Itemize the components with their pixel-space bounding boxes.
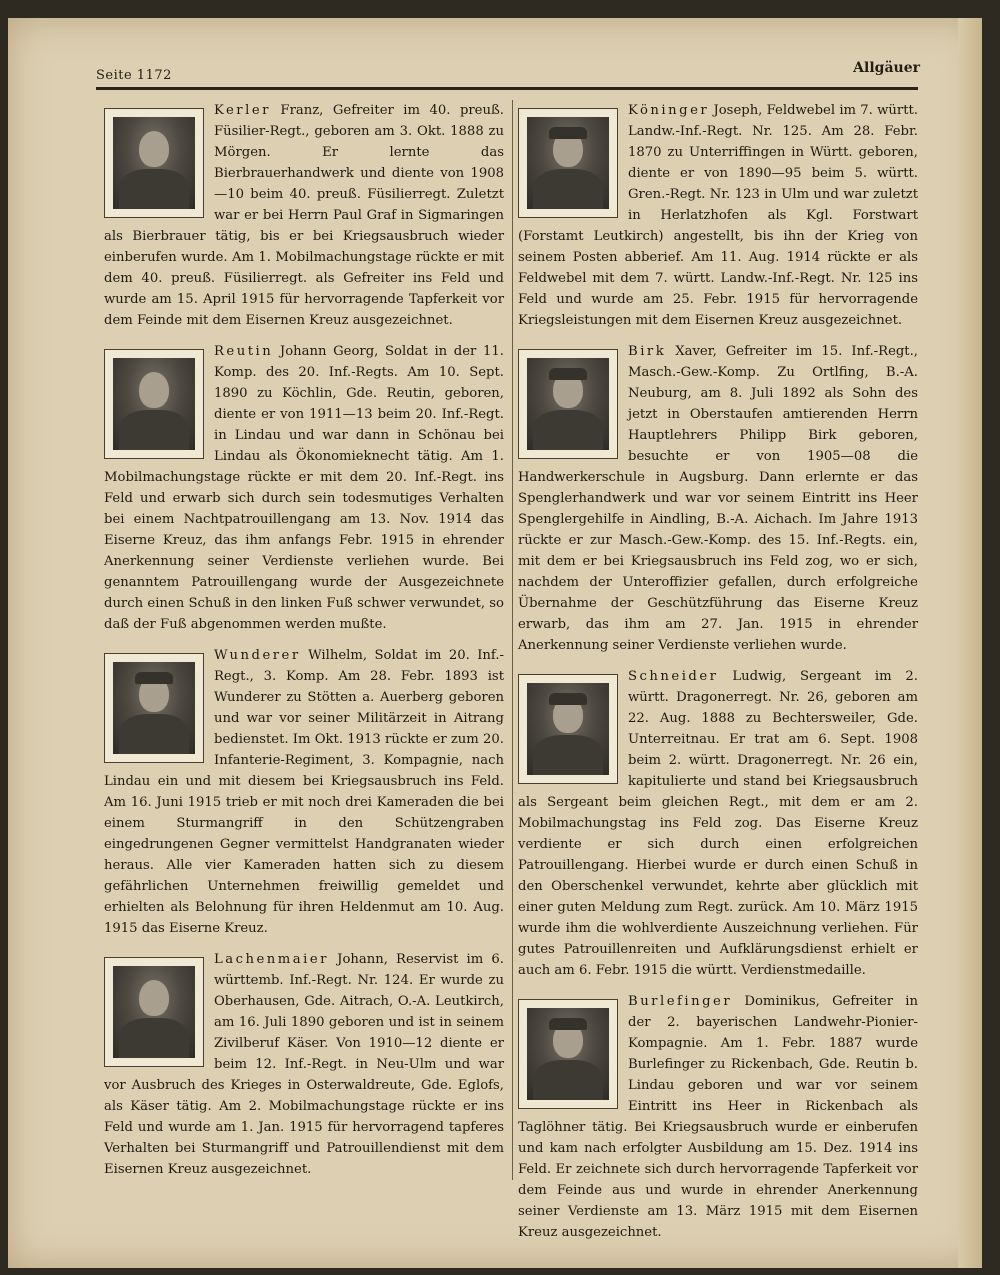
portrait-frame (518, 349, 618, 459)
portrait-frame (104, 108, 204, 218)
portrait-frame (104, 653, 204, 763)
entry-kerler (104, 100, 504, 331)
entry-reutin (104, 341, 504, 635)
header-rule (96, 87, 918, 90)
portrait-photo (113, 358, 195, 450)
portrait-photo (527, 1008, 609, 1100)
portrait-frame (104, 957, 204, 1067)
entry-name: Reutin (214, 344, 274, 359)
entry-wunderer (104, 645, 504, 939)
right-column (518, 100, 918, 1253)
entry-name: Birk (628, 344, 667, 359)
entry-body: Johann Georg, Soldat in der 11. Komp. des 20. Inf.-Regts. Am 10. Sept. 1890 zu Köchlin, Gde. Reutin, geboren, diente er von 1911—13 beim 20. Inf.-Regt. in Lindau und war dann in Schönau bei Lindau als Ökonomieknecht tätig. Am 1. Mobilmachungstage rückte er mit dem 20. Inf.-Regt. ins Feld und erwarb sich durch sein todesmutiges Verhalten bei einem Nachtpatrouillengang am 13. Nov. 1914 das Eiserne Kreuz, das ihm anfangs Febr. 1915 in ehrender Anerkennung seiner Verdienste verliehen wurde. Bei genanntem Patrouillengang wurde der Ausgezeichnete durch einen Schuß in den linken Fuß schwer verwundet, so daß der Fuß abgenommen werden mußte. (104, 344, 504, 632)
entry-name: Schneider (628, 669, 719, 684)
entry-body: Xaver, Gefreiter im 15. Inf.-Regt., Masch.-Gew.-Komp. Zu Ortlfing, B.-A. Neuburg, am 8. Juli 1892 als Sohn des jetzt in Oberstaufen amtierenden Herrn Hauptlehrers Philipp Birk geboren, besuchte er von 1905—08 die Handwerkerschule in Augsburg. Dann erlernte er das Spenglerhandwerk und war vor seinem Eintritt ins Heer Spenglergehilfe in Aindling, B.-A. Aichach. Im Jahre 1913 rückte er zur Masch.-Gew.-Komp. des 15. Inf.-Regts. ein, mit dem er bei Kriegsausbruch ins Feld zog, wo er sich, nachdem der Unteroffizier gefallen, durch erfolgreiche Übernahme der Geschützführung das Eiserne Kreuz erwarb, das ihm am 27. Jan. 1915 in ehrender Anerkennung seiner Verdienste verliehen wurde. (518, 344, 918, 653)
entry-schneider (518, 666, 918, 981)
entry-name: Köninger (628, 103, 710, 118)
portrait-photo (527, 117, 609, 209)
entry-body: Wilhelm, Soldat im 20. Inf.-Regt., 3. Komp. Am 28. Febr. 1893 ist Wunderer zu Stötten a. Auerberg geboren und war vor seiner Militärzeit in Aitrang bedienstet. Im Okt. 1913 rückte er zum 20. Infanterie-Regiment, 3. Kompagnie, nach Lindau ein und mit diesem bei Kriegsausbruch ins Feld. Am 16. Juni 1915 trieb er mit noch drei Kameraden die bei einem Sturmangriff in den Schützengraben eingedrungenen Gegner vermittelst Handgranaten wieder heraus. Alle vier Kameraden hatten sich zu diesem gefährlichen Unternehmen freiwillig gemeldet und erhielten als Belohnung für ihren Heldenmut am 10. Aug. 1915 das Eiserne Kreuz. (104, 648, 504, 936)
portrait-frame (518, 999, 618, 1109)
portrait-photo (113, 662, 195, 754)
portrait-frame (518, 108, 618, 218)
entry-name: Burlefinger (628, 994, 733, 1009)
entry-burlefinger (518, 991, 918, 1243)
entry-koeninger (518, 100, 918, 331)
portrait-frame (518, 674, 618, 784)
entry-body: Ludwig, Sergeant im 2. württ. Dragonerregt. Nr. 26, geboren am 22. Aug. 1888 zu Bechtersweiler, Gde. Unterreitnau. Er trat am 6. Sept. 1908 beim 2. württ. Dragonerregt. Nr. 26 ein, kapitulierte und stand bei Kriegsausbruch als Sergeant beim gleichen Regt., mit dem er am 2. Mobilmachungstag ins Feld zog. Das Eiserne Kreuz verdiente er sich durch einen erfolgreichen Patrouillengang. Hierbei wurde er durch einen Schuß in den Oberschenkel verwundet, kehrte aber glücklich mit einer guten Meldung zum Regt. zurück. Am 10. März 1915 wurde ihm die wohlverdiente Auszeichnung verliehen. Für gutes Patrouillenreiten und Aufklärungsdienst erhielt er auch am 6. Febr. 1915 die württ. Verdienstmedaille. (518, 669, 918, 978)
entry-name: Wunderer (214, 648, 301, 663)
portrait-photo (527, 358, 609, 450)
publication-title: Allgäuer (853, 60, 920, 76)
portrait-photo (527, 683, 609, 775)
entry-body: Johann, Reservist im 6. württemb. Inf.-Regt. Nr. 124. Er wurde zu Oberhausen, Gde. Aitrach, O.-A. Leutkirch, am 16. Juli 1890 geboren und ist in seinem Zivilberuf Käser. Von 1910—12 diente er beim 12. Inf.-Regt. in Neu-Ulm und war vor Ausbruch des Krieges in Osterwaldreute, Gde. Eglofs, als Käser tätig. Am 2. Mobilmachungstage rückte er ins Feld und wurde am 1. Jan. 1915 für hervorragend tapferes Verhalten bei Sturmangriff und Patrouillendienst mit dem Eisernen Kreuz ausgezeichnet. (104, 952, 504, 1177)
entry-name: Kerler (214, 103, 271, 118)
entry-body: Joseph, Feldwebel im 7. württ. Landw.-Inf.-Regt. Nr. 125. Am 28. Febr. 1870 zu Unterriffingen in Württ. geboren, diente er von 1890—95 beim 5. württ. Gren.-Regt. Nr. 123 in Ulm und war zuletzt in Herlatzhofen als Kgl. Forstwart (Forstamt Leutkirch) angestellt, bis ihn der Krieg von seinem Posten abberief. Am 11. Aug. 1914 rückte er als Feldwebel mit dem 7. württ. Landw.-Inf.-Regt. Nr. 125 ins Feld und wurde am 25. Febr. 1915 für hervorragende Kriegsleistungen mit dem Eisernen Kreuz ausgezeichnet. (518, 103, 918, 328)
portrait-photo (113, 966, 195, 1058)
entry-body: Dominikus, Gefreiter in der 2. bayerischen Landwehr-Pionier-Kompagnie. Am 1. Febr. 1887 wurde Burlefinger zu Rickenbach, Gde. Reutin b. Lindau geboren und war vor seinem Eintritt ins Heer in Rickenbach als Taglöhner tätig. Bei Kriegsausbruch wurde er einberufen und kam nach erfolgter Ausbildung am 15. Dez. 1914 ins Feld. Er zeichnete sich durch hervorragende Tapferkeit vor dem Feinde aus und wurde in ehrender Anerkennung seiner Verdienste am 13. März 1915 mit dem Eisernen Kreuz ausgezeichnet. (518, 994, 918, 1240)
entry-body: Franz, Gefreiter im 40. preuß. Füsilier-Regt., geboren am 3. Okt. 1888 zu Mörgen. Er lernte das Bierbrauerhandwerk und diente von 1908—10 beim 40. preuß. Füsilierregt. Zuletzt war er bei Herrn Paul Graf in Sigmaringen als Bierbrauer tätig, bis er bei Kriegsausbruch wieder einberufen wurde. Am 1. Mobilmachungstage rückte er mit dem 40. preuß. Füsilierregt. als Gefreiter ins Feld und wurde am 15. April 1915 für hervorragende Tapferkeit vor dem Feinde mit dem Eisernen Kreuz ausgezeichnet. (104, 103, 504, 328)
entry-name: Lachenmaier (214, 952, 329, 967)
entry-lachenmaier (104, 949, 504, 1180)
page-edge (958, 18, 982, 1268)
left-column (104, 100, 504, 1190)
portrait-photo (113, 117, 195, 209)
entry-birk (518, 341, 918, 656)
portrait-frame (104, 349, 204, 459)
page-number: Seite 1172 (96, 68, 172, 83)
column-divider (512, 100, 513, 1180)
